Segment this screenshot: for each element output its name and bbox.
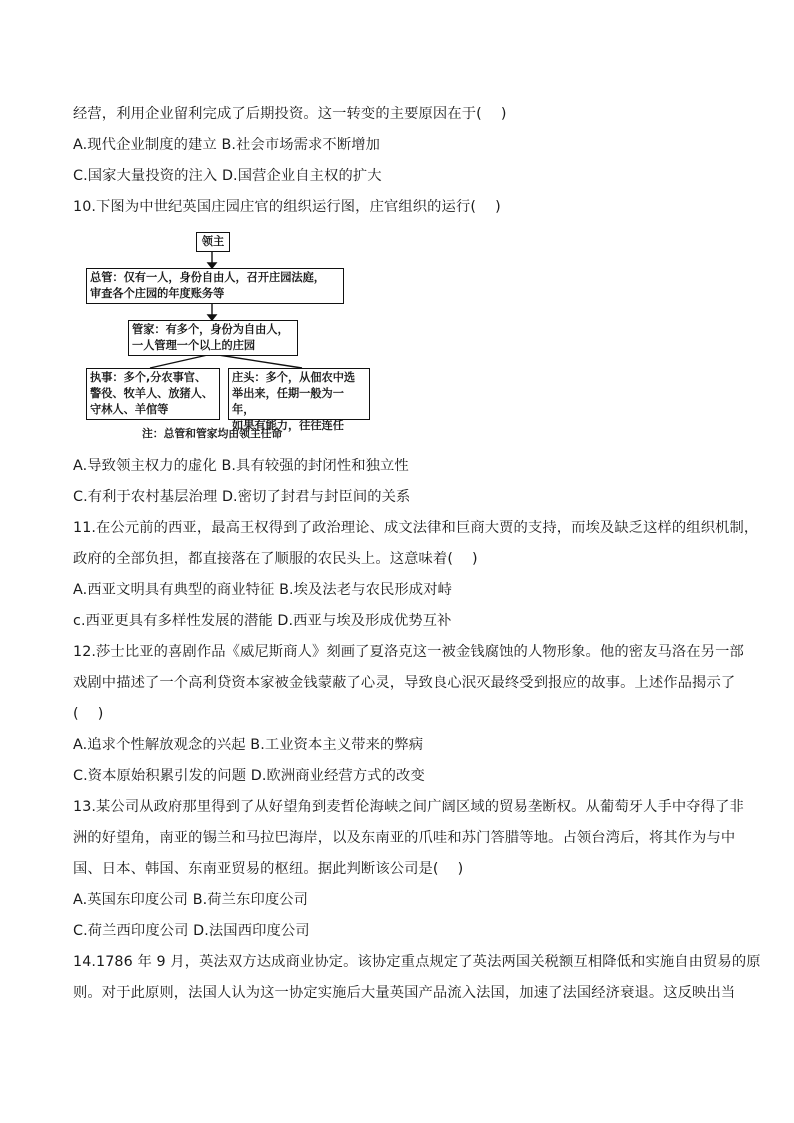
question-12-stem-1: 12.莎士比亚的喜剧作品《威尼斯商人》刻画了夏洛克这一被金钱腐蚀的人物形象。他的密友马洛在另一部: [73, 644, 744, 660]
q12-options-ab: A.追求个性解放观念的兴起 B.工业资本主义带来的弊病: [73, 737, 424, 753]
question-13-stem-1: 13.某公司从政府那里得到了从好望角到麦哲伦海峡之间广阔区域的贸易垄断权。从葡萄牙人手中夺得了非: [73, 799, 744, 815]
diagram-note: 注：总管和管家均由领主任命: [142, 427, 283, 440]
q11-options-cd: c.西亚更具有多样性发展的潜能 D.西亚与埃及形成优势互补: [73, 613, 452, 629]
text-line-3: C.国家大量投资的注入 D.国营企业自主权的扩大: [73, 168, 382, 184]
reeve-box: 庄头：多个，从佃农中选 举出来，任期一般为一年， 如果有能力，往往连任: [228, 368, 370, 420]
question-10-stem: 10.下图为中世纪英国庄园庄官的组织运行图，庄官组织的运行( ): [73, 199, 501, 215]
officers-box: 执事：多个,分农事官、 警役、牧羊人、放猪人、 守林人、羊倌等: [86, 368, 220, 420]
q11-options-ab: A.西亚文明具有典型的商业特征 B.埃及法老与农民形成对峙: [73, 582, 452, 598]
q10-options-ab: A.导致领主权力的虚化 B.具有较强的封闭性和独立性: [73, 458, 409, 474]
q13-options-ab: A.英国东印度公司 B.荷兰东印度公司: [73, 892, 309, 908]
steward-box: 总管：仅有一人，身份自由人，召开庄园法庭， 审查各个庄园的年度账务等: [86, 268, 344, 304]
manor-organization-diagram: [80, 232, 380, 444]
q10-options-cd: C.有利于农村基层治理 D.密切了封君与封臣间的关系: [73, 489, 411, 505]
question-13-stem-2: 洲的好望角，南亚的锡兰和马拉巴海岸，以及东南亚的爪哇和苏门答腊等地。占领台湾后，将其作为与中: [73, 830, 736, 846]
q12-options-cd: C.资本原始积累引发的问题 D.欧洲商业经营方式的改变: [73, 768, 425, 784]
q13-options-cd: C.荷兰西印度公司 D.法国西印度公司: [73, 923, 310, 939]
question-12-stem-2: 戏剧中描述了一个高利贷资本家被金钱蒙蔽了心灵，导致良心泯灭最终受到报应的故事。上述作品揭示了: [73, 675, 736, 691]
question-11-stem-2: 政府的全部负担，都直接落在了顺服的农民头上。这意味着( ): [73, 551, 478, 567]
question-13-stem-3: 国、日本、韩国、东南亚贸易的枢纽。据此判断该公司是( ): [73, 861, 464, 877]
question-12-stem-3: ( ): [73, 706, 104, 722]
bailiff-box: 管家：有多个，身份为自由人， 一人管理一个以上的庄园: [128, 320, 298, 356]
text-line-1: 经营，利用企业留利完成了后期投资。这一转变的主要原因在于( ): [73, 106, 507, 122]
question-14-stem-2: 则。对于此原则，法国人认为这一协定实施后大量英国产品流入法国，加速了法国经济衰退。这反映出当: [73, 985, 736, 1001]
text-line-2: A.现代企业制度的建立 B.社会市场需求不断增加: [73, 137, 381, 153]
line-bailiff-reeve: [212, 354, 302, 368]
question-11-stem-1: 11.在公元前的西亚，最高王权得到了政治理论、成文法律和巨商大贾的支持，而埃及缺乏这样的组织机制，: [73, 520, 759, 536]
line-bailiff-officers: [150, 354, 212, 368]
question-14-stem-1: 14.1786 年 9 月，英法双方达成商业协定。该协定重点规定了英法两国关税额互相降低和实施自由贸易的原: [73, 954, 761, 970]
lord-box: 领主: [196, 232, 230, 252]
